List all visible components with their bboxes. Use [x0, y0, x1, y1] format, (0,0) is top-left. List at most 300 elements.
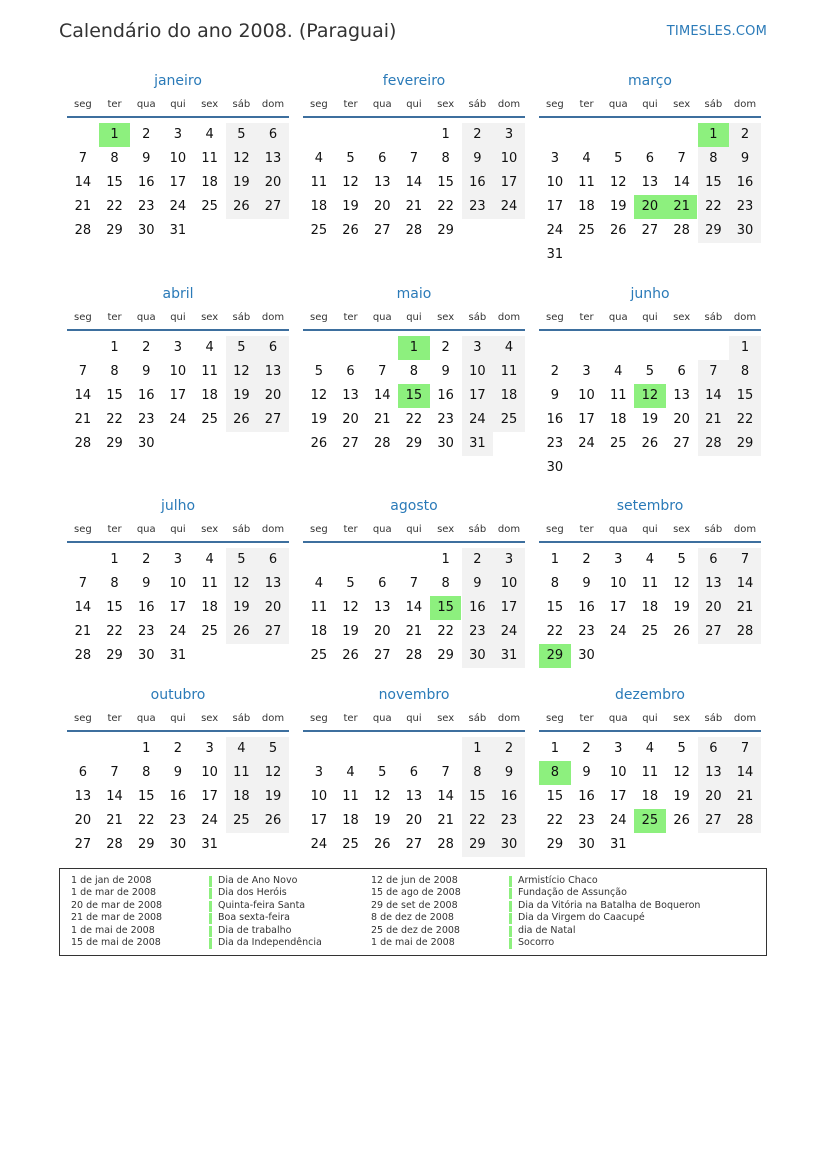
day-cell: 23 [578, 813, 595, 828]
weekday-header: qui [642, 99, 658, 110]
day-cell: 14 [698, 384, 730, 408]
day-cell: 29 [462, 833, 494, 857]
day-cell: 21 [405, 624, 423, 639]
day-cell: 17 [462, 384, 494, 408]
day-cell: 30 [462, 644, 494, 668]
legend-holiday-name: Armistício Chaco [518, 875, 598, 886]
weekday-header: qua [608, 312, 628, 323]
weekday-header: seg [309, 524, 328, 535]
day-cell: 20 [257, 384, 289, 408]
day-cell: 31 [201, 837, 218, 852]
day-cell: 3 [314, 765, 323, 780]
day-cell: 11 [310, 175, 328, 190]
day-cell: 10 [493, 147, 525, 171]
day-cell: 2 [142, 552, 151, 567]
day-cell: 15 [462, 785, 494, 809]
day-cell: 26 [373, 837, 391, 852]
day-cell: 27 [74, 837, 92, 852]
day-cell: 22 [546, 813, 564, 828]
day-cell: 18 [201, 388, 218, 403]
day-cell: 16 [462, 596, 494, 620]
day-cell: 8 [441, 576, 450, 591]
day-cell: 19 [673, 600, 690, 615]
day-cell: 4 [614, 364, 623, 379]
day-cell: 5 [378, 765, 387, 780]
day-cell: 23 [169, 813, 187, 828]
day-cell: 26 [226, 195, 258, 219]
legend-holiday-name: Dia da Vitória na Batalha de Boqueron [518, 899, 701, 911]
day-cell: 26 [609, 223, 627, 238]
day-cell: 8 [698, 147, 730, 171]
legend-date: 15 de mai de 2008 [71, 937, 161, 948]
day-cell: 18 [641, 600, 659, 615]
day-cell: 5 [614, 151, 623, 166]
day-cell: 10 [310, 789, 328, 804]
day-cell: 3 [614, 741, 623, 756]
day-cell: 3 [173, 340, 183, 355]
legend-holiday-name: Dia da Independência [218, 937, 322, 948]
day-cell: 28 [373, 436, 391, 451]
weekday-header: sex [673, 524, 691, 535]
day-cell: 29 [698, 219, 730, 243]
day-cell: 23 [493, 809, 525, 833]
day-cell: 7 [729, 548, 761, 572]
day-cell: 23 [137, 412, 155, 427]
legend-holiday-marker [509, 926, 512, 937]
day-cell: 3 [205, 741, 214, 756]
day-cell: 5 [677, 741, 686, 756]
day-cell: 30 [437, 436, 454, 451]
day-cell: 6 [645, 151, 655, 166]
day-cell: 10 [201, 765, 218, 780]
day-cell: 12 [673, 765, 690, 780]
day-cell: 22 [106, 624, 123, 639]
day-cell: 12 [257, 761, 289, 785]
legend-holiday-marker [509, 913, 512, 924]
day-cell: 4 [346, 765, 355, 780]
weekday-header: sáb [468, 312, 487, 323]
day-cell: 31 [169, 648, 187, 663]
day-cell: 27 [257, 408, 289, 432]
day-cell: 20 [257, 171, 289, 195]
day-cell: 25 [342, 837, 359, 852]
weekday-header: qui [406, 524, 422, 535]
day-cell: 25 [201, 199, 218, 214]
day-cell: 2 [441, 340, 450, 355]
day-cell: 2 [142, 340, 151, 355]
day-cell: 19 [342, 199, 359, 214]
day-cell: 18 [609, 412, 627, 427]
day-cell: 30 [729, 219, 761, 243]
day-cell: 13 [257, 360, 289, 384]
day-cell: 13 [257, 572, 289, 596]
day-cell: 1 [441, 127, 450, 142]
day-cell: 29 [546, 837, 564, 852]
day-cell: 22 [437, 199, 454, 214]
month-header-rule [539, 329, 761, 331]
month-name: março [628, 73, 672, 89]
holiday-day-cell: 25 [634, 809, 666, 833]
day-cell: 21 [106, 813, 123, 828]
day-cell: 2 [493, 737, 525, 761]
day-cell: 1 [441, 552, 450, 567]
weekday-header: sáb [704, 524, 723, 535]
day-cell: 11 [641, 765, 659, 780]
day-cell: 18 [310, 199, 328, 214]
weekday-header: sex [437, 524, 455, 535]
month-name: janeiro [154, 73, 202, 89]
weekday-header: qui [642, 524, 658, 535]
day-cell: 11 [226, 761, 258, 785]
weekday-header: sex [673, 99, 691, 110]
day-cell: 8 [409, 364, 419, 379]
day-cell: 28 [74, 436, 92, 451]
weekday-header: qua [136, 312, 156, 323]
weekday-header: ter [107, 99, 122, 110]
day-cell: 14 [437, 789, 454, 804]
weekday-header: qui [406, 312, 422, 323]
day-cell: 11 [201, 576, 218, 591]
day-cell: 18 [641, 789, 659, 804]
weekday-header: ter [343, 713, 358, 724]
holiday-legend [59, 868, 767, 956]
day-cell: 25 [578, 223, 595, 238]
day-cell: 16 [462, 171, 494, 195]
day-cell: 4 [582, 151, 591, 166]
day-cell: 3 [614, 552, 623, 567]
day-cell: 29 [437, 648, 454, 663]
legend-holiday-name: Socorro [518, 937, 555, 948]
day-cell: 26 [226, 620, 258, 644]
day-cell: 4 [493, 336, 525, 360]
month-name: novembro [378, 687, 450, 703]
site-logo-text[interactable]: TIMESLES.COM [666, 24, 767, 39]
legend-date: 1 de mai de 2008 [371, 937, 455, 948]
day-cell: 8 [110, 364, 119, 379]
day-cell: 16 [437, 388, 454, 403]
day-cell: 7 [409, 151, 419, 166]
day-cell: 30 [493, 833, 525, 857]
weekday-header: sex [437, 99, 455, 110]
month-header-rule [539, 730, 761, 732]
day-cell: 12 [373, 789, 391, 804]
weekday-header: ter [343, 99, 358, 110]
legend-date: 1 de mar de 2008 [71, 887, 157, 899]
day-cell: 13 [373, 175, 391, 190]
month-header-rule [303, 730, 525, 732]
weekday-header: ter [579, 713, 594, 724]
day-cell: 28 [729, 620, 761, 644]
day-cell: 26 [342, 223, 359, 238]
weekday-header: dom [733, 99, 757, 110]
weekday-header: qua [372, 524, 392, 535]
day-cell: 6 [378, 151, 387, 166]
day-cell: 19 [609, 199, 627, 214]
day-cell: 13 [74, 789, 92, 804]
day-cell: 22 [462, 809, 494, 833]
day-cell: 22 [106, 199, 123, 214]
legend-holiday-marker [209, 876, 212, 887]
day-cell: 1 [142, 741, 151, 756]
day-cell: 25 [641, 624, 659, 639]
weekday-header: qui [642, 713, 658, 724]
day-cell: 12 [673, 576, 690, 591]
weekday-header: qua [136, 99, 156, 110]
day-cell: 31 [609, 837, 627, 852]
day-cell: 14 [74, 388, 92, 403]
day-cell: 3 [493, 548, 525, 572]
holiday-day-cell: 1 [398, 336, 430, 360]
day-cell: 25 [226, 809, 258, 833]
day-cell: 26 [226, 408, 258, 432]
day-cell: 24 [609, 624, 627, 639]
day-cell: 12 [310, 388, 328, 403]
weekday-header: seg [73, 713, 92, 724]
day-cell: 20 [257, 596, 289, 620]
day-cell: 16 [137, 175, 155, 190]
day-cell: 1 [110, 340, 119, 355]
day-cell: 1 [550, 741, 559, 756]
legend-holiday-marker [209, 926, 212, 937]
weekday-header: seg [309, 99, 328, 110]
day-cell: 10 [609, 765, 627, 780]
day-cell: 13 [673, 388, 690, 403]
holiday-day-cell: 8 [539, 761, 571, 785]
day-cell: 2 [582, 741, 591, 756]
day-cell: 30 [169, 837, 187, 852]
day-cell: 17 [493, 596, 525, 620]
day-cell: 27 [673, 436, 690, 451]
day-cell: 14 [74, 175, 92, 190]
day-cell: 28 [673, 223, 690, 238]
legend-holiday-name: Dia de trabalho [218, 924, 292, 936]
day-cell: 3 [462, 336, 494, 360]
day-cell: 18 [493, 384, 525, 408]
day-cell: 17 [609, 789, 627, 804]
day-cell: 30 [137, 436, 155, 451]
day-cell: 14 [373, 388, 391, 403]
weekday-header: sáb [232, 99, 251, 110]
day-cell: 14 [405, 175, 423, 190]
day-cell: 19 [226, 384, 258, 408]
day-cell: 25 [310, 223, 328, 238]
day-cell: 21 [373, 412, 391, 427]
day-cell: 31 [462, 432, 494, 456]
day-cell: 21 [74, 412, 92, 427]
day-cell: 12 [342, 175, 359, 190]
weekday-header: sex [201, 312, 219, 323]
weekday-header: sáb [232, 312, 251, 323]
weekday-header: sáb [468, 524, 487, 535]
day-cell: 3 [493, 123, 525, 147]
day-cell: 27 [698, 809, 730, 833]
day-cell: 13 [405, 789, 423, 804]
day-cell: 27 [698, 620, 730, 644]
day-cell: 22 [405, 412, 423, 427]
legend-date: 12 de jun de 2008 [371, 875, 458, 886]
day-cell: 20 [405, 813, 423, 828]
month-name: maio [396, 286, 432, 302]
month-header-rule [67, 730, 289, 732]
month-name: outubro [150, 687, 206, 703]
day-cell: 1 [550, 552, 559, 567]
weekday-header: dom [261, 713, 285, 724]
day-cell: 13 [257, 147, 289, 171]
holiday-day-cell: 12 [634, 384, 666, 408]
weekday-header: dom [497, 312, 521, 323]
weekday-header: sex [201, 524, 219, 535]
day-cell: 24 [609, 813, 627, 828]
day-cell: 9 [142, 151, 151, 166]
day-cell: 24 [546, 223, 564, 238]
day-cell: 6 [698, 548, 730, 572]
day-cell: 6 [257, 123, 289, 147]
day-cell: 1 [462, 737, 494, 761]
day-cell: 29 [405, 436, 423, 451]
month-header-rule [303, 541, 525, 543]
holiday-day-cell: 21 [666, 195, 698, 219]
legend-holiday-name: Dia de Ano Novo [218, 875, 298, 886]
day-cell: 15 [698, 171, 730, 195]
day-cell: 28 [698, 432, 730, 456]
weekday-header: sáb [232, 713, 251, 724]
page-title: Calendário do ano 2008. (Paraguai) [59, 20, 397, 42]
day-cell: 19 [310, 412, 328, 427]
day-cell: 12 [226, 360, 258, 384]
day-cell: 14 [729, 761, 761, 785]
day-cell: 4 [205, 127, 214, 142]
day-cell: 17 [493, 171, 525, 195]
day-cell: 15 [546, 600, 564, 615]
month-header-rule [67, 541, 289, 543]
day-cell: 21 [405, 199, 423, 214]
day-cell: 12 [609, 175, 627, 190]
day-cell: 25 [493, 408, 525, 432]
month-header-rule [67, 116, 289, 118]
day-cell: 21 [437, 813, 454, 828]
weekday-header: seg [73, 99, 92, 110]
day-cell: 2 [142, 127, 151, 142]
weekday-header: sex [437, 713, 455, 724]
legend-holiday-marker [209, 938, 212, 949]
day-cell: 24 [169, 624, 187, 639]
day-cell: 17 [310, 813, 328, 828]
legend-holiday-marker [509, 938, 512, 949]
day-cell: 3 [550, 151, 559, 166]
day-cell: 31 [493, 644, 525, 668]
weekday-header: ter [579, 524, 594, 535]
day-cell: 25 [609, 436, 627, 451]
weekday-header: seg [309, 713, 328, 724]
weekday-header: qua [372, 312, 392, 323]
day-cell: 19 [373, 813, 391, 828]
day-cell: 28 [405, 223, 423, 238]
day-cell: 9 [582, 576, 591, 591]
day-cell: 9 [142, 364, 151, 379]
weekday-header: qua [608, 99, 628, 110]
legend-date: 20 de mar de 2008 [71, 899, 163, 911]
weekday-header: qua [136, 524, 156, 535]
weekday-header: sex [201, 99, 219, 110]
day-cell: 29 [106, 436, 123, 451]
legend-holiday-marker [509, 888, 512, 899]
day-cell: 8 [550, 576, 559, 591]
day-cell: 17 [546, 199, 564, 214]
day-cell: 7 [78, 151, 87, 166]
day-cell: 6 [409, 765, 419, 780]
day-cell: 1 [729, 336, 761, 360]
weekday-header: seg [309, 312, 328, 323]
weekday-header: seg [545, 524, 564, 535]
day-cell: 28 [74, 648, 92, 663]
day-cell: 7 [409, 576, 419, 591]
day-cell: 6 [698, 737, 730, 761]
month-header-rule [539, 541, 761, 543]
day-cell: 2 [582, 552, 591, 567]
holiday-day-cell: 1 [698, 123, 730, 147]
month-name: abril [162, 286, 194, 302]
day-cell: 31 [546, 247, 564, 262]
month-header-rule [67, 329, 289, 331]
day-cell: 5 [226, 336, 258, 360]
day-cell: 11 [493, 360, 525, 384]
day-cell: 27 [405, 837, 423, 852]
weekday-header: sáb [704, 99, 723, 110]
day-cell: 19 [673, 789, 690, 804]
day-cell: 18 [310, 624, 328, 639]
day-cell: 11 [342, 789, 359, 804]
day-cell: 8 [462, 761, 494, 785]
day-cell: 21 [74, 624, 92, 639]
weekday-header: ter [579, 312, 594, 323]
day-cell: 11 [201, 151, 218, 166]
day-cell: 19 [226, 596, 258, 620]
day-cell: 26 [673, 813, 690, 828]
weekday-header: dom [261, 99, 285, 110]
legend-date: 21 de mar de 2008 [71, 912, 163, 924]
day-cell: 10 [609, 576, 627, 591]
weekday-header: dom [497, 99, 521, 110]
day-cell: 17 [609, 600, 627, 615]
weekday-header: qui [642, 312, 658, 323]
day-cell: 24 [462, 408, 494, 432]
day-cell: 16 [729, 171, 761, 195]
day-cell: 7 [729, 737, 761, 761]
day-cell: 29 [106, 223, 123, 238]
day-cell: 9 [462, 572, 494, 596]
legend-holiday-name: Boa sexta-feira [218, 912, 290, 924]
day-cell: 25 [310, 648, 328, 663]
day-cell: 23 [578, 624, 595, 639]
day-cell: 1 [110, 552, 119, 567]
day-cell: 29 [437, 223, 454, 238]
day-cell: 24 [169, 412, 187, 427]
day-cell: 18 [226, 785, 258, 809]
day-cell: 30 [578, 837, 595, 852]
weekday-header: dom [261, 524, 285, 535]
day-cell: 20 [698, 596, 730, 620]
day-cell: 25 [201, 624, 218, 639]
day-cell: 6 [257, 336, 289, 360]
day-cell: 14 [729, 572, 761, 596]
day-cell: 9 [142, 576, 151, 591]
month-name: agosto [390, 498, 438, 514]
day-cell: 28 [74, 223, 92, 238]
day-cell: 5 [226, 123, 258, 147]
day-cell: 31 [169, 223, 187, 238]
day-cell: 28 [729, 809, 761, 833]
day-cell: 21 [698, 408, 730, 432]
